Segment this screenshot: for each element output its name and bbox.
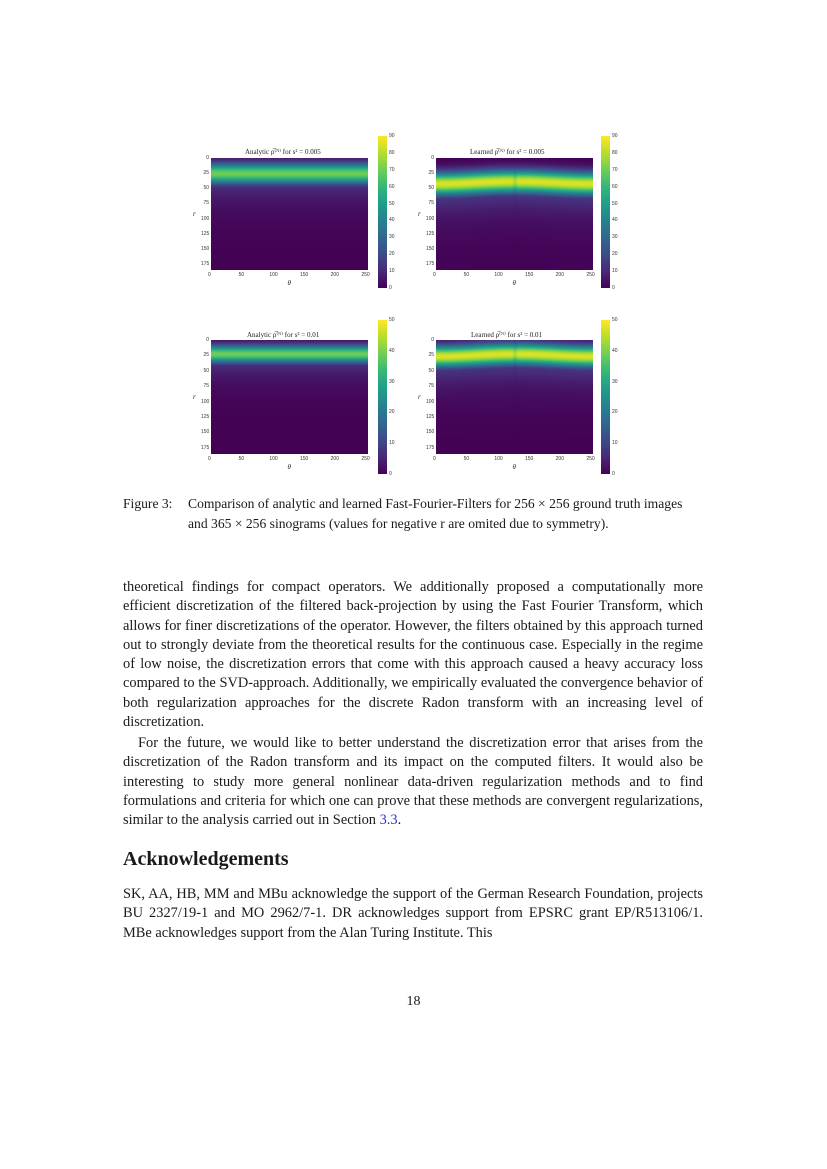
- colorbar-tick-label: 0: [612, 285, 615, 291]
- y-tick-label: 100: [201, 398, 210, 405]
- colorbar-tick-label: 10: [612, 268, 618, 275]
- x-tick-label: 150: [299, 272, 309, 278]
- x-tick-label: 200: [330, 456, 339, 462]
- x-tick-label: 150: [299, 456, 309, 462]
- y-tick-label: 125: [201, 230, 210, 237]
- colorbar-tick-label: 40: [612, 347, 618, 354]
- y-tick-label: 50: [428, 185, 434, 192]
- x-tick-label: 100: [269, 272, 278, 278]
- colorbar-tick-label: 30: [389, 378, 395, 385]
- colorbar-tick-label: 50: [612, 200, 618, 207]
- y-tick-label: 75: [203, 200, 209, 207]
- acknowledgements-heading: Acknowledgements: [123, 848, 289, 870]
- panel-title: Analytic ρ̅⁽ᴺ⁾ for s² = 0.01: [247, 331, 320, 339]
- paragraph-conclusion: theoretical findings for compact operators. We additionally proposed a computationally more efficient discretization of the filtered back-projection by using the Fast Fourier Transform, which allows for finer discretizations of the operator. However, the filters obtained by this approach turned out to strongly deviate from the theoretical results for the continuous case. Especially in the regime of low noise, the discretization errors that come with this approach caused a heavy accuracy loss compared to the SVD-approach. Additionally, we empirically evaluated the convergence behavior of both regularization approaches for the discrete Radon transform with an increasing level of discretization.: [123, 579, 703, 731]
- y-axis-label: r: [193, 393, 196, 401]
- x-tick-label: 50: [238, 456, 245, 462]
- y-tick-label: 0: [431, 155, 434, 161]
- colorbar-tick-label: 80: [389, 149, 395, 156]
- x-tick-label: 250: [586, 272, 595, 278]
- y-tick-label: 150: [201, 429, 210, 436]
- colorbar-tick-label: 10: [612, 440, 618, 447]
- y-tick-label: 100: [426, 398, 435, 405]
- y-tick-label: 25: [203, 170, 209, 177]
- y-tick-label: 100: [201, 215, 210, 222]
- y-tick-label: 50: [203, 367, 209, 374]
- colorbar-tick-label: 20: [389, 409, 395, 416]
- x-tick-label: 50: [238, 272, 245, 278]
- caption-text: Comparison of analytic and learned Fast-Fourier-Filters for 256 × 256 ground truth images and 365 × 256 sinograms (values for negative r are omited due to symmetry).: [188, 496, 683, 531]
- x-tick-label: 100: [269, 456, 278, 462]
- x-tick-label: 250: [586, 456, 595, 462]
- x-tick-label: 50: [463, 456, 470, 462]
- caption-label: Figure 3:: [123, 496, 173, 511]
- y-tick-label: 125: [426, 414, 435, 421]
- y-tick-label: 175: [426, 444, 435, 451]
- y-tick-label: 125: [426, 230, 435, 237]
- panel-title: Learned ρ̅⁽ᴺ⁾ for s² = 0.005: [470, 148, 545, 156]
- x-tick-label: 150: [524, 456, 534, 462]
- x-axis-label: θ: [512, 463, 516, 471]
- heatmap-panel-learned-0005: [403, 130, 628, 290]
- x-tick-label: 0: [208, 272, 211, 278]
- y-tick-label: 25: [428, 352, 434, 359]
- y-tick-label: 75: [203, 383, 209, 390]
- x-tick-label: 0: [433, 272, 436, 278]
- colorbar-tick-label: 40: [389, 217, 395, 224]
- colorbar-tick-label: 50: [612, 317, 618, 323]
- y-tick-label: 25: [203, 352, 209, 359]
- heatmap: [211, 340, 368, 454]
- colorbar-tick-label: 30: [612, 234, 618, 241]
- x-tick-label: 50: [463, 272, 470, 278]
- colorbar-tick-label: 60: [389, 183, 395, 190]
- y-axis-label: r: [193, 210, 196, 218]
- paragraph-future-work-text: For the future, we would like to better understand the discretization error that arises from the discretization of the Radon transform and its impact on the computed filters. It would also be interesting to study more general nonlinear data-driven regularization methods and to find formulations and criteria for which one can prove that these methods are convergent regularizations, similar to the analysis carried out in Section: [123, 735, 703, 829]
- y-tick-label: 125: [201, 414, 210, 421]
- y-tick-label: 150: [426, 245, 435, 252]
- x-tick-label: 200: [330, 272, 339, 278]
- paragraph-future-work: [123, 734, 703, 830]
- section-ref-link[interactable]: 3.3: [379, 812, 398, 829]
- colorbar-tick-label: 10: [389, 440, 395, 447]
- x-tick-label: 200: [555, 272, 564, 278]
- x-tick-label: 100: [494, 272, 503, 278]
- x-tick-label: 0: [208, 456, 211, 462]
- heatmap-panel-analytic-001: [180, 313, 395, 478]
- colorbar-tick-label: 20: [612, 251, 618, 258]
- y-axis-label: r: [418, 210, 421, 218]
- y-tick-label: 150: [201, 245, 210, 252]
- colorbar: [378, 320, 387, 474]
- colorbar-tick-label: 40: [389, 347, 395, 354]
- heatmap: [436, 340, 593, 454]
- colorbar-tick-label: 50: [389, 200, 395, 207]
- panel-title: Analytic ρ̅⁽ᴺ⁾ for s² = 0.005: [245, 148, 321, 156]
- x-tick-label: 100: [494, 456, 503, 462]
- heatmap: [211, 158, 368, 270]
- y-tick-label: 0: [206, 155, 209, 161]
- paragraph-end: .: [397, 812, 402, 829]
- colorbar-tick-label: 70: [389, 166, 395, 173]
- x-axis-label: θ: [287, 463, 291, 471]
- x-tick-label: 250: [361, 272, 370, 278]
- y-tick-label: 75: [428, 383, 434, 390]
- y-axis-label: r: [418, 393, 421, 401]
- colorbar-tick-label: 20: [389, 251, 395, 258]
- y-tick-label: 175: [201, 260, 210, 267]
- colorbar-tick-label: 0: [389, 471, 392, 477]
- colorbar-tick-label: 10: [389, 268, 395, 275]
- y-tick-label: 75: [428, 200, 434, 207]
- colorbar-tick-label: 0: [612, 471, 615, 477]
- x-axis-label: θ: [512, 279, 516, 287]
- x-tick-label: 0: [433, 456, 436, 462]
- y-tick-label: 50: [203, 185, 209, 192]
- panel-title: Learned ρ̅⁽ᴺ⁾ for s² = 0.01: [471, 331, 543, 339]
- x-tick-label: 200: [555, 456, 564, 462]
- colorbar-tick-label: 50: [389, 317, 395, 323]
- colorbar-tick-label: 0: [389, 285, 392, 291]
- y-tick-label: 0: [206, 337, 209, 343]
- y-tick-label: 50: [428, 367, 434, 374]
- page-number: 18: [406, 994, 421, 1009]
- colorbar-tick-label: 40: [612, 217, 618, 224]
- heatmap: [436, 158, 593, 270]
- colorbar-tick-label: 70: [612, 166, 618, 173]
- colorbar-tick-label: 60: [612, 183, 618, 190]
- colorbar-tick-label: 90: [612, 133, 618, 139]
- y-tick-label: 175: [201, 444, 210, 451]
- x-tick-label: 150: [524, 272, 534, 278]
- colorbar: [601, 136, 610, 288]
- colorbar: [378, 136, 387, 288]
- colorbar: [601, 320, 610, 474]
- y-tick-label: 150: [426, 429, 435, 436]
- colorbar-tick-label: 30: [389, 234, 395, 241]
- y-tick-label: 0: [431, 337, 434, 343]
- y-tick-label: 25: [428, 170, 434, 177]
- colorbar-tick-label: 80: [612, 149, 618, 156]
- heatmap-panel-analytic-0005: [180, 130, 395, 291]
- paragraph-acknowledgements: SK, AA, HB, MM and MBu acknowledge the support of the German Research Foundation, projects BU 2327/19-1 and MO 2962/7-1. DR acknowledges support from EPSRC grant EP/R513106/1. MBe acknowledges support from the Alan Turing Institute. This: [123, 886, 703, 941]
- colorbar-tick-label: 20: [612, 409, 618, 416]
- x-tick-label: 250: [361, 456, 370, 462]
- colorbar-tick-label: 30: [612, 378, 618, 385]
- y-tick-label: 100: [426, 215, 435, 222]
- y-tick-label: 175: [426, 260, 435, 267]
- colorbar-tick-label: 90: [389, 133, 395, 139]
- x-axis-label: θ: [287, 279, 291, 287]
- heatmap-panel-learned-001: [403, 313, 628, 478]
